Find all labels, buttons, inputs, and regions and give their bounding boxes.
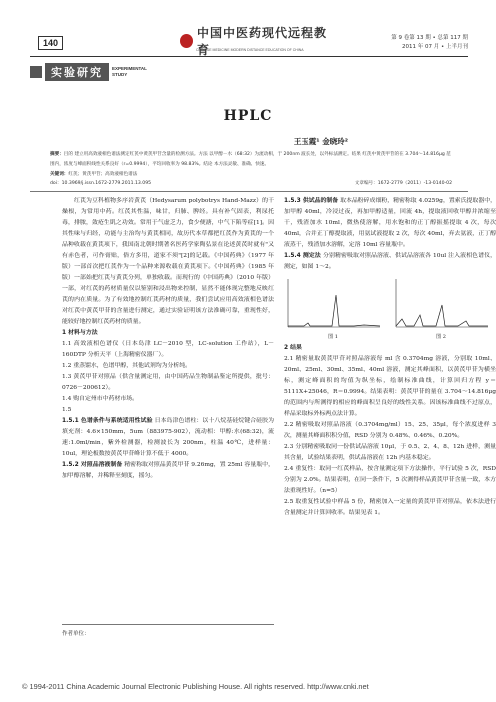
section-1-5-2	[62, 460, 274, 482]
issue-info	[391, 34, 468, 52]
section-1-5-1-text: 日本岛津色谱柱：以十八烷基硅烷键合硅胶为填充剂：4.6×150mm，5um（883975-902），流动相：甲醇:水(68:32)，流速:1.0ml/min，紫外检测器，检测波长为 200nm，柱温 40℃，进样量：10ul，理论板数按黄芪甲苷峰计算不低于 4000。	[62, 418, 275, 457]
chromatogram-1	[284, 275, 382, 333]
section-1-5-1-head: 1.5.1 色谱条件与系统适用性试验	[62, 418, 153, 424]
heading-results: 2 结果	[284, 345, 302, 351]
section-en-line-2: STUDY	[112, 72, 128, 77]
figure-2-caption: 图 2	[436, 334, 446, 340]
section-1-5-1	[62, 416, 274, 460]
banner-square-icon	[30, 66, 42, 78]
section-1-5-4-text: 分别精密吸取对照品溶液、供试品溶液各 10ul 注入液相色谱仪，测定，如图 1～2。	[284, 253, 496, 270]
result-2-1: 2.1 精密量取黄芪甲苷对照品溶液每 ml 含 0.3704mg 溶液，分别取 10ml、20ml、25ml、30ml、35ml、40ml 溶液，测定其峰面积，以黄芪甲苷为横坐标，测定峰面积的均值为纵坐标，绘制标准曲线，计算回归方程 y＝5111X+25046，R＝0.9994。结果表明：黄芪甲苷的量在 3.704～14.816μg 的范围内与所测得的相应的峰面积呈良好的线性关系。因该标准曲线不过原点，样品采取标外标两点法计算。	[284, 356, 496, 417]
abstract-label: 摘要：	[50, 152, 64, 157]
chromatogram-2	[392, 275, 490, 333]
keywords	[50, 170, 452, 180]
page-number: 140	[38, 36, 63, 50]
section-banner	[30, 62, 147, 82]
fig2-trace	[396, 305, 488, 326]
result-2-2: 2.2 精密吸取对照品溶液（0.3704mg/ml）15、25、35μl，每个浓度进样 3 次，测量其峰面积积分值，RSD 分别为 0.48%、0.46%、0.20%。	[284, 422, 496, 439]
figure-1	[284, 275, 382, 341]
result-2-4: 2.4 重复性：取同一红芪样品，按含量测定项下方法操作，平行试验 5 次，RSD 分别为 2.0%。结果表明，在同一条件下，5 次测得样品黄芪甲苷含量一致，本方法重现性好。（n=5）	[284, 466, 496, 494]
right-column	[284, 196, 496, 519]
abstract-block	[50, 150, 452, 189]
section-title-cn: 实验研究	[45, 63, 109, 81]
copyright-footer: © 1994-2011 China Academic Journal Electronic Publishing House. All rights reserved. http://www.cnki.net	[22, 682, 369, 691]
abstract	[50, 150, 452, 170]
article-number: 文章编号：1672-2779（2011）-13-0140-02	[354, 181, 452, 187]
doi: doi：10.3969/j.issn.1672-2779.2011.13.095	[50, 181, 152, 187]
article-authors: 王玉霞¹ 金晓玲²	[293, 137, 348, 146]
section-1-5-3-text: 取本品粉碎成细粉，精密称取 4.0259g，置索氏提取器中，加甲醇 40ml，冷浸过夜，再加甲醇适量，回流 4h，提取液回收甲醇并浓缩至干，残渣加水 10ml，微热使溶解，用水饱和的正丁醇振摇提取 4 次，每次 40ml，合并正丁醇提取液，用氨试液提取 2 次，每次 40ml，弃去氨液，正丁醇液蒸干，残渣加水溶解，定溶 10ml 容量瓶中。	[284, 198, 496, 248]
journal-en-name: CHINESE MEDICINE MODERN DISTANCE EDUCATION OF CHINA	[196, 48, 304, 52]
section-en-line-1: EXPERIMENTAL	[112, 66, 147, 71]
result-2-5: 2.5 取重复性试验中样品 5 份，精密加入一定量的黄芪甲苷对照品，依本法进行含量测定并计算回收率。结果见表 1。	[284, 499, 496, 516]
mid-rule	[30, 191, 468, 192]
figure-1-caption: 图 1	[328, 334, 338, 340]
meta-row	[50, 179, 452, 189]
figure-2	[392, 275, 490, 341]
result-2-3: 2.3 分别精密吸取同一份供试品溶液 10μl，于 0.5、2、4、8、12h 进样，测量其含量，试验结果表明，供试品溶液在 12h 内基本稳定。	[284, 444, 496, 461]
section-1-2: 1.2 重蒸馏水，色谱甲醇，其他试剂均为分析纯。	[62, 363, 192, 369]
left-column	[62, 196, 274, 482]
abstract-text: 目的 建立用高效液相色谱法测定红芪中黄芪甲苷含量的检测方法。方法 以甲醇－水（68:32）为流动相，于 200nm 波长处，以外标法测定。结果 红芪中黄芪甲苷的在 3.704～14.816μg 范围内，浓度与峰面积线性关系良好（r=0.9994），平均回收率为 98.83%。结论 本方法灵敏、准确、快速。	[50, 152, 451, 167]
figures-row	[284, 275, 496, 341]
article-title: HPLC	[223, 108, 273, 124]
top-rule	[30, 56, 468, 57]
section-1-4: 1.4 购自定州市中药材市场。	[62, 396, 139, 402]
section-1-5-4	[284, 251, 496, 273]
section-1-5-3	[284, 196, 496, 251]
issue-line-2: 2011 年 07 月 • 上半月刊	[402, 44, 468, 50]
keywords-label: 关键词：	[50, 171, 69, 177]
author-note: 作者单位：	[62, 624, 274, 646]
section-1-1: 1.1 高效液相色谱仪（日本岛津 LC－2010 型，LC-solution 工作站），L－160DTP 分析天平（上海精密仪器厂）。	[62, 341, 274, 358]
section-1-3: 1.3 黄芪甲苷对照品（供含量测定用，由中国药品生物制品鉴定所提供，批号：0726－200612）。	[62, 374, 274, 391]
section-title-en	[112, 66, 147, 78]
heading-materials: 1 材料与方法	[62, 330, 98, 336]
journal-logo-text: 中国中医药现代远程教育	[197, 26, 328, 57]
section-1-5-2-text: 精密称取对照品黄芪甲苷 9.26mg，置 25ml 容量瓶中，加甲醇溶解，并稀释至刻度，摇匀。	[62, 462, 274, 479]
section-1-5-4-head: 1.5.4 测定法	[284, 253, 321, 259]
fig1-trace	[288, 295, 380, 326]
intro-paragraph: 红芪为豆科植物多序岩黄芪（Hedysarum polybotrys Hand-Mazz）的干燥根，为常用中药。红芪其性温，味甘，归肺、脾经。具有补气固表，利尿托毒，排脓，敛疮生肌之功效。常用于气虚乏力，食少便溏，中气下陷等症[1]。因其性味与归经，功能与主治均与黄芪相同，故历代本草都把红芪作为黄芪的一个品种收载在黄芪项下，我国南北朝时期著名医药学家陶弘景在论述黄芪时就有"又有赤色者，可作膏贴，俗方多用，道家不须"[2]的记载。《中国药典》（1977 年版）一部首次把红芪作为一个品种来源收载在黄芪项下。《中国药典》（1985 年版）一部始把红芪与黄芪分列，单独收载。而现行的《中国药典》（2010 年版）一部，对红芪的药材质量仅以鉴别和浸出物来控制，显然不能体现完整地反映红芪的内在质量。为了有效地控制红芪药材的质量，我们尝试应用高效液相色谱法对红芪中黄芪甲苷的含量进行测定，通过实验证明该方法准确可靠，重现性好，能较好地控制红芪药材的质量。	[62, 198, 274, 325]
journal-logo-icon	[180, 34, 193, 48]
issue-line-1: 第 9 卷第 13 期 • 总第 117 期	[391, 35, 468, 41]
section-1-5: 1.5	[62, 407, 72, 413]
keywords-text: 红芪；黄芪甲苷；高效液相色谱法	[68, 171, 138, 177]
section-1-5-2-head: 1.5.2 对照品溶液制备	[62, 462, 123, 468]
section-1-5-3-head: 1.5.3 供试品的制备	[284, 198, 339, 204]
